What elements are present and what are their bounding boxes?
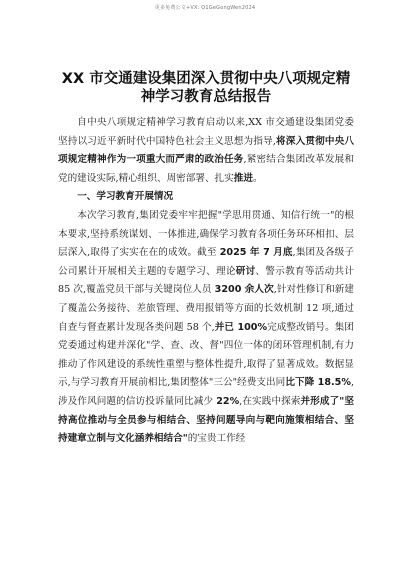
section-emphasis-decline: 比下降 18.5% — [285, 377, 351, 389]
section-text-7: ,在实践中探索 — [239, 395, 301, 407]
section-emphasis-research: 研讨 — [235, 265, 256, 277]
intro-text-1: 自中央八项规定精神学习教育启动以来,XX 市交通建设集团党委坚持以习近平新时代中国特色社会主义思想为指导, — [58, 117, 354, 147]
section-emphasis-people: 3200 余人次 — [214, 284, 274, 296]
section-emphasis-rectified: 并已 100% — [214, 321, 268, 333]
section-text-5: 完成整改销号。集团党委通过构建并深化"学、查、改、督"四位一体的闭环管理机制,有力推动了作风建设的系统性重塑与整体性提升,取得了显著成效。数据显示,与学习教育开展前相比,集团整体"三公"经费支出同 — [58, 321, 354, 389]
section-paragraph — [58, 207, 354, 449]
document-page — [58, 70, 354, 449]
section-text-6: ,涉及作风问题的信访投诉量同比减少 — [58, 377, 354, 407]
section-emphasis-complaints: 22% — [216, 395, 240, 407]
intro-emphasis-2: 推进 — [233, 172, 253, 184]
section-heading: 一、学习教育开展情况 — [77, 191, 174, 203]
document-body — [58, 114, 354, 449]
intro-text-2: ,紧密结合集团改革发展和党的建设实际,精心组织、周密部署、扎实 — [58, 154, 354, 184]
document-title: XX 市交通建设集团深入贯彻中央八项规定精神学习教育总结报告 — [61, 71, 351, 105]
watermark-note: 更多免费公文+VX: Q1GeGongWen2024 — [154, 5, 256, 11]
section-emphasis-date: 2025 年 7 月底 — [219, 247, 293, 259]
section-text-1: 本次学习教育,集团党委牢牢把握"学思用贯通、知信行统一"的根本要求,坚持系统谋划、一体推进,确保学习教育各项任务环环相扣、层层深入,取得了实实在在的成效。截至 — [58, 209, 354, 259]
section-text-4: ,针对性修订和新建了覆盖公务接待、差旅管理、费用报销等方面的长效机制 12 项,通过自查与督查累计发现各类问题 58 个, — [58, 284, 354, 333]
intro-text-3: 。 — [252, 172, 263, 184]
intro-emphasis-1: 将深入贯彻中央八项规定精神作为一项重大而严肃的政治任务 — [58, 135, 354, 166]
section-text-2: ,集团及各级子公司累计开展相关主题的专题学习、理论 — [58, 247, 354, 277]
section-emphasis-experience: 并形成了"坚持高位推动与全员参与相结合、坚持问题导向与靶向施策相结合、坚持建章立制与文化涵养相结合" — [58, 395, 354, 445]
section-text-8: 的宝贵工作经 — [187, 433, 246, 445]
section-text-3: 、警示教育等活动共计 85 次,覆盖党员干部与关键岗位人员 — [58, 265, 355, 296]
intro-paragraph — [58, 114, 354, 188]
